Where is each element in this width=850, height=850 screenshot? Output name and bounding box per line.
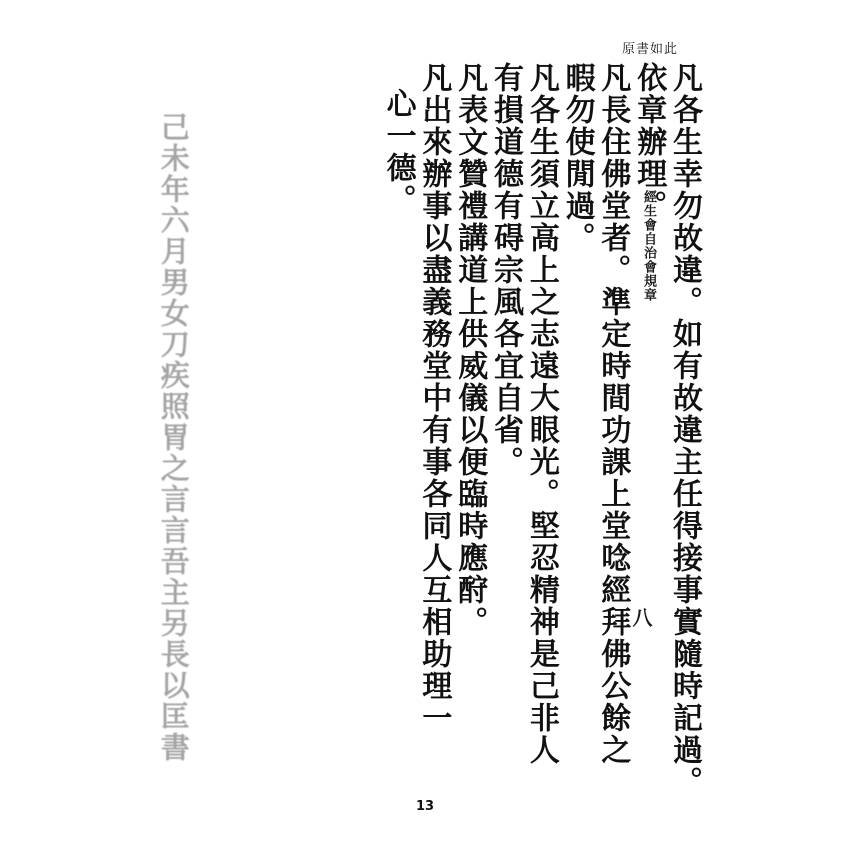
folio-number-cn: 八	[629, 607, 653, 627]
top-annotation: 原書如此	[621, 42, 678, 57]
bleed-through-text: 己未年六月男女刀疾照胃之言言吾主另長以匡書	[156, 112, 191, 763]
text-column: 凡表文贊禮講道上供威儀以便臨時應酧。	[452, 62, 488, 638]
text-column: 依章辦理。	[631, 62, 667, 222]
text-column: 凡各生須立高上之志遠大眼光。堅忍精神是己非人	[523, 62, 559, 766]
text-column: 凡長住佛堂者。準定時間功課上堂唸經拜佛公餘之	[595, 62, 631, 766]
running-head: 經生會自治會規章	[641, 190, 656, 302]
text-column: 凡各生幸勿故違。如有故違主任得接事實隨時記過。	[667, 62, 702, 798]
text-block	[150, 62, 702, 798]
text-column: 有損道德有碍宗風各宜自省。	[488, 62, 524, 478]
text-column: 凡出來辦事以盡義務堂中有事各同人互相助理一	[416, 62, 452, 734]
vertical-columns	[150, 62, 702, 798]
page-number: 13	[415, 799, 435, 814]
text-column: 心一德。	[380, 88, 416, 216]
text-column: 暇勿使閒過。	[559, 62, 595, 254]
